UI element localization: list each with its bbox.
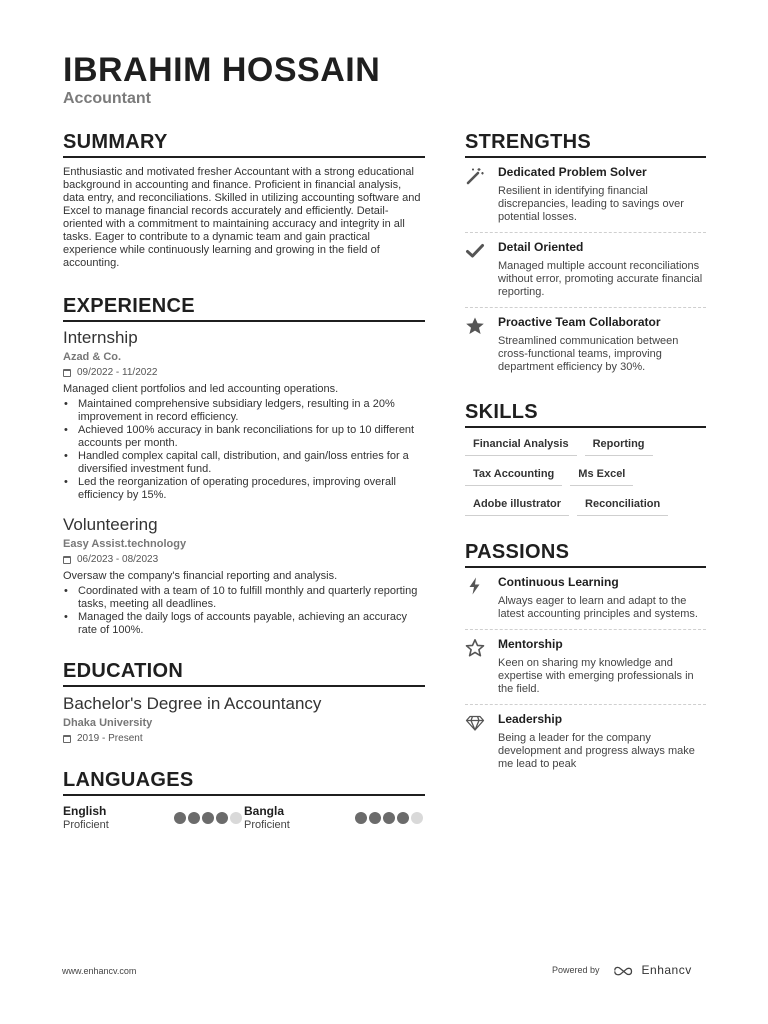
skill-tag: Reporting <box>585 432 653 456</box>
skill-tag: Ms Excel <box>570 462 633 486</box>
rating-dot-empty <box>411 812 423 824</box>
magic-wand-icon <box>465 165 498 224</box>
strength-text: Managed multiple account reconciliations without error, promoting accurate financial reporting. <box>498 260 703 298</box>
left-column <box>63 130 425 831</box>
passion-text: Being a leader for the company development and progress always make me lead to peak <box>498 732 695 770</box>
passion-title: Mentorship <box>498 637 563 651</box>
experience-bullet: • Managed the daily logs of accounts payable, achieving an accuracy rate of 100%. <box>63 611 425 637</box>
passion-text: Always eager to learn and adapt to the latest accounting principles and systems. <box>498 595 698 620</box>
strength-item <box>465 233 706 308</box>
rating-dot-filled <box>216 812 228 824</box>
strengths-heading: STRENGTHS <box>465 130 706 158</box>
language-rating <box>355 812 423 831</box>
passions-section <box>465 540 706 779</box>
language-name: English <box>63 804 107 818</box>
skills-section <box>465 400 706 522</box>
skill-tag: Tax Accounting <box>465 462 562 486</box>
enhancv-logo-icon <box>612 964 638 977</box>
candidate-title: Accountant <box>63 90 151 107</box>
experience-description: Oversaw the company's financial reporting and analysis. <box>63 570 338 582</box>
skill-tag: Financial Analysis <box>465 432 577 456</box>
strength-text: Resilient in identifying financial discrepancies, leading to savings over potential losses. <box>498 185 684 223</box>
rating-dot-filled <box>202 812 214 824</box>
skill-tag: Adobe illustrator <box>465 492 569 516</box>
experience-bullets <box>63 398 425 502</box>
experience-bullet: • Coordinated with a team of 10 to fulfill monthly and quarterly reporting tasks, meeting all deadlines. <box>63 585 425 611</box>
rating-dot-filled <box>174 812 186 824</box>
language-name: Bangla <box>244 804 285 818</box>
experience-dates-text: 06/2023 - 08/2023 <box>77 554 159 565</box>
strength-item <box>465 308 706 382</box>
rating-dot-filled <box>397 812 409 824</box>
skill-tag: Reconciliation <box>577 492 668 516</box>
footer-powered <box>552 963 692 977</box>
experience-item <box>63 327 425 502</box>
lightning-icon <box>465 575 498 621</box>
experience-bullet: • Maintained comprehensive subsidiary ledgers, resulting in a 20% improvement in record efficiency. <box>63 398 425 424</box>
experience-section <box>63 294 425 637</box>
passion-title: Continuous Learning <box>498 575 619 589</box>
languages-heading: LANGUAGES <box>63 768 425 796</box>
strength-title: Proactive Team Collaborator <box>498 315 661 329</box>
language-level: Proficient <box>63 819 109 831</box>
education-dates-text: 2019 - Present <box>77 733 143 744</box>
passion-text: Keen on sharing my knowledge and expertise with emerging professionals in the field. <box>498 657 694 695</box>
passion-item <box>465 568 706 630</box>
strength-text: Streamlined communication between cross-functional teams, improving department efficiency by 30%. <box>498 335 679 373</box>
footer-powered-label: Powered by <box>552 965 600 975</box>
strength-item <box>465 158 706 233</box>
experience-company: Azad & Co. <box>63 351 122 363</box>
experience-company: Easy Assist.technology <box>63 538 187 550</box>
experience-role: Volunteering <box>63 515 158 534</box>
strength-title: Detail Oriented <box>498 240 584 254</box>
calendar-icon <box>63 369 71 377</box>
rating-dot-filled <box>188 812 200 824</box>
education-heading: EDUCATION <box>63 659 425 687</box>
footer-website[interactable]: www.enhancv.com <box>62 966 137 976</box>
right-column <box>465 130 706 779</box>
calendar-icon <box>63 556 71 564</box>
experience-heading: EXPERIENCE <box>63 294 425 322</box>
star-icon <box>465 315 498 374</box>
checkmark-icon <box>465 240 498 299</box>
experience-item <box>63 514 425 637</box>
passions-heading: PASSIONS <box>465 540 706 568</box>
summary-text: Enthusiastic and motivated fresher Accountant with a strong educational background in accounting and finance. Proficient in financial analysis, data entry, and reconciliations. Skilled in utilizing accounting software and Excel to manage financial records accurately and efficiently. Detail-oriented with a commitment to maintaining accuracy and integrity in all tasks. Eager to contribute to a dynamic team and gain practical experience while continuously learning and growing in the field of accounting. <box>63 166 421 269</box>
experience-role: Internship <box>63 328 138 347</box>
experience-dates-text: 09/2022 - 11/2022 <box>77 367 158 378</box>
strength-title: Dedicated Problem Solver <box>498 165 647 179</box>
language-item <box>63 804 244 831</box>
languages-section <box>63 768 425 831</box>
skills-list <box>465 432 706 522</box>
experience-bullets <box>63 585 425 637</box>
skills-heading: SKILLS <box>465 400 706 428</box>
strengths-section <box>465 130 706 382</box>
education-section <box>63 659 425 744</box>
experience-bullet: • Led the reorganization of operating procedures, improving overall efficiency by 15%. <box>63 476 425 502</box>
footer-brand: Enhancv <box>641 963 692 977</box>
passion-title: Leadership <box>498 712 563 726</box>
languages-list <box>63 804 425 831</box>
summary-section <box>63 130 425 270</box>
language-item <box>244 804 425 831</box>
education-school: Dhaka University <box>63 717 153 729</box>
rating-dot-filled <box>383 812 395 824</box>
education-degree: Bachelor's Degree in Accountancy <box>63 694 322 713</box>
experience-dates <box>63 367 425 378</box>
rating-dot-empty <box>230 812 242 824</box>
language-rating <box>174 812 242 831</box>
rating-dot-filled <box>369 812 381 824</box>
education-dates <box>63 733 425 744</box>
star-outline-icon <box>465 637 498 696</box>
experience-bullet: • Achieved 100% accuracy in bank reconciliations for up to 10 different accounts per month. <box>63 424 425 450</box>
experience-bullet: • Handled complex capital call, distribution, and gain/loss entries for a diversified investment fund. <box>63 450 425 476</box>
passion-item <box>465 630 706 705</box>
candidate-name: IBRAHIM HOSSAIN <box>63 51 381 89</box>
passion-item <box>465 705 706 779</box>
experience-description: Managed client portfolios and led accounting operations. <box>63 383 339 395</box>
rating-dot-filled <box>355 812 367 824</box>
summary-heading: SUMMARY <box>63 130 425 158</box>
calendar-icon <box>63 735 71 743</box>
language-level: Proficient <box>244 819 290 831</box>
diamond-icon <box>465 712 498 771</box>
resume-header <box>63 50 380 108</box>
experience-dates <box>63 554 425 565</box>
